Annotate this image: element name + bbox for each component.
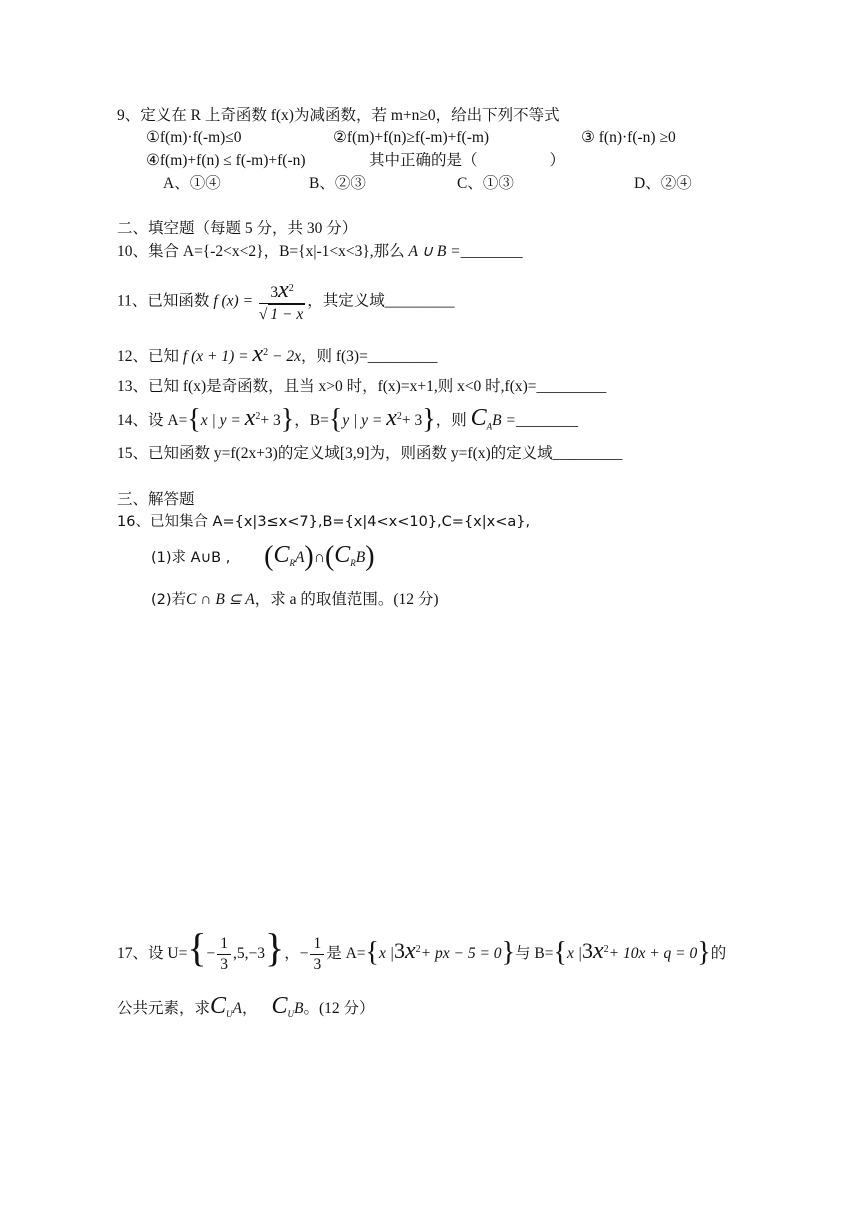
q9-option-1: ①f(m)·f(-m)≤0 — [146, 129, 242, 146]
q16-part1: (1)求 A∪B , $(C_RA)\cap(C_RB)$ — [151, 541, 375, 572]
q10-union-expr: A ∪ B = — [408, 243, 461, 260]
q17-line1: 17、设 U={− $\frac{1}{3}$ ,5,−3}，− $\frac{1}{3}$ 是 A={x $|3x^2+$ px − 5 = 0}与 B={x $|3x^2+ 10x + q = 0$}的 — [117, 925, 727, 974]
q9-choice-d: D、②④ — [634, 175, 692, 192]
q14-complement-symbol: C — [470, 405, 487, 432]
q9-option-3: ③ f(n)·f(-n) ≥0 — [581, 129, 676, 146]
q14: 14、设 A={x | $y = x^2+ 3$}，B={y | $y = x^2+ 3$}，则 $C_AB$ =________ — [117, 404, 578, 436]
section-fill-in-title: 二、填空题（每题 5 分，共 30 分） — [117, 220, 358, 237]
section-solve-title: 三、解答题 — [117, 491, 195, 508]
q11-fraction: $\frac{3x^2}{√ 1 - x}$ — [258, 277, 304, 324]
q9-option-4: ④f(m)+f(n) ≤ f(-m)+f(-n) — [146, 152, 306, 169]
q17-line2: 公共元素，求$C_UA$， $C_UB$。(12 分） — [117, 993, 375, 1020]
q16-stem: 16、已知集合 A={x|3≤x<7},B={x|4<x<10},C={x|x<a}, — [117, 514, 531, 530]
q11: 11、已知函数 f (x) = $\frac{3x^2}{√ 1 - x}$ ，其定义域_________ — [117, 277, 455, 324]
q9-choice-a: A、①④ — [163, 175, 221, 192]
q9-choice-b: B、②③ — [309, 175, 366, 192]
q15: 15、已知函数 y=f(2x+3)的定义域[3,9]为，则函数 y=f(x)的定义域_________ — [117, 445, 623, 462]
q16-part2: (2)若C ∩ B ⊆ A，求 a 的取值范围。(12 分) — [151, 591, 439, 608]
q12: 12、已知 f $(x + 1) = x^2 - 2x$，则 f(3)=_________ — [117, 341, 438, 368]
q13: 13、已知 f(x)是奇函数，且当 x>0 时，f(x)=x+1,则 x<0 时,f(x)=_________ — [117, 378, 607, 395]
q9-question: 其中正确的是（ ） — [369, 152, 566, 169]
q9-stem: 9、定义在 R 上奇函数 f(x)为减函数，若 m+n≥0，给出下列不等式 — [117, 107, 560, 124]
q9-choice-c: C、①③ — [457, 175, 514, 192]
q10: 10、集合 A={-2<x<2}，B={x|-1<x<3},那么 A ∪ B =________ — [117, 243, 523, 260]
q9-option-2: ②f(m)+f(n)≥f(-m)+f(-m) — [333, 129, 490, 146]
